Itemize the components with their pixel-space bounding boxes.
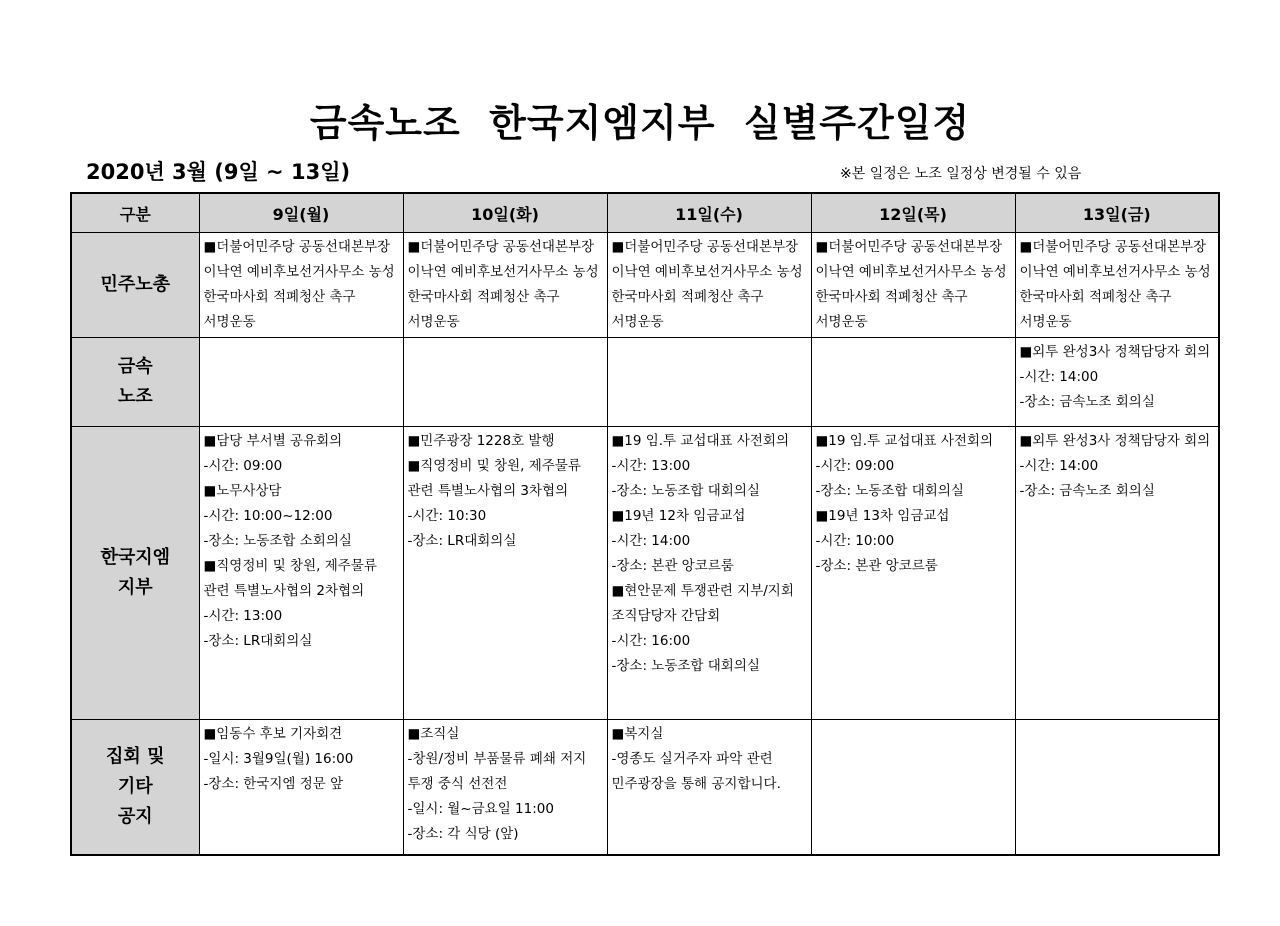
schedule-entry-line: ■외투 완성3사 정책담당자 회의 [1019, 344, 1211, 360]
schedule-cell-wed [607, 720, 811, 855]
schedule-cell-fri [1015, 427, 1219, 720]
schedule-cell-wed [607, 427, 811, 720]
schedule-entry-line: 관련 특별노사협의 2차협의 [203, 583, 365, 599]
schedule-entry-line: -장소: 금속노조 회의실 [1019, 394, 1155, 410]
schedule-entry-line: ■임동수 후보 기자회견 [203, 726, 343, 742]
schedule-entry-line: 서명운동 [407, 314, 460, 330]
schedule-entry-line: ■조직실 [407, 726, 460, 742]
schedule-entry-line: ■직영정비 및 창원, 제주물류 [203, 558, 377, 574]
schedule-entry-line: -장소: 한국지엠 정문 앞 [203, 776, 344, 792]
schedule-cell-mon [199, 427, 403, 720]
weekly-schedule-table [70, 192, 1220, 856]
schedule-cell-mon [199, 338, 403, 427]
row-label-line: 한국지엠 [100, 547, 171, 568]
schedule-entry-line: -장소: 본관 앙코르룸 [815, 558, 938, 574]
schedule-entry-line: ■민주광장 1228호 발행 [407, 433, 555, 449]
schedule-entry-line: 민주광장을 통해 공지합니다. [611, 776, 781, 792]
header-day-wed: 11일(수) [607, 193, 811, 233]
schedule-entry-line: -영종도 실거주자 파악 관련 [611, 751, 773, 767]
schedule-entry-line: -시간: 14:00 [1019, 458, 1099, 474]
schedule-entry-line: -장소: 노동조합 대회의실 [815, 483, 964, 499]
schedule-entry-line: -장소: 노동조합 대회의실 [611, 483, 760, 499]
schedule-entry-line: 한국마사회 적폐청산 촉구 [203, 289, 356, 305]
schedule-cell-tue [403, 720, 607, 855]
schedule-cell-thu [811, 720, 1015, 855]
schedule-entry-line: -장소: 노동조합 소회의실 [203, 533, 352, 549]
schedule-cell-fri [1015, 338, 1219, 427]
schedule-entry-line: -시간: 10:30 [407, 508, 487, 524]
row-label-line: 금속 [117, 356, 153, 377]
row-label-line: 지부 [117, 577, 153, 598]
header-day-thu: 12일(목) [811, 193, 1015, 233]
row-label [71, 338, 199, 427]
document-title: 금속노조 한국지엠지부 실별주간일정 [309, 101, 971, 145]
schedule-entry-line: -장소: 금속노조 회의실 [1019, 483, 1155, 499]
schedule-entry-line: 이낙연 예비후보선거사무소 농성 [203, 264, 395, 280]
schedule-entry-line: ■외투 완성3사 정책담당자 회의 [1019, 433, 1211, 449]
schedule-cell-wed [607, 233, 811, 338]
schedule-entry-line: 이낙연 예비후보선거사무소 농성 [1019, 264, 1211, 280]
row-gm-branch [71, 427, 1219, 720]
schedule-entry-line: -장소: 노동조합 대회의실 [611, 658, 760, 674]
schedule-cell-wed [607, 338, 811, 427]
row-label [71, 427, 199, 720]
schedule-entry-line: -시간: 10:00 [815, 533, 895, 549]
schedule-entry-line: ■더불어민주당 공동선대본부장 [1019, 239, 1207, 255]
schedule-entry-line: ■19 임.투 교섭대표 사전회의 [815, 433, 994, 449]
schedule-cell-tue [403, 233, 607, 338]
schedule-entry-line: 서명운동 [203, 314, 256, 330]
schedule-cell-thu [811, 338, 1015, 427]
schedule-entry-line: 한국마사회 적폐청산 촉구 [1019, 289, 1172, 305]
row-label-line: 공지 [117, 805, 153, 827]
schedule-cell-fri [1015, 720, 1219, 855]
schedule-entry-line: -장소: 본관 앙코르룸 [611, 558, 734, 574]
schedule-notice: ※본 일정은 노조 일정상 변경될 수 있음 [840, 166, 1082, 182]
schedule-entry-line: ■더불어민주당 공동선대본부장 [407, 239, 595, 255]
schedule-entry-line: 한국마사회 적폐청산 촉구 [815, 289, 968, 305]
header-category: 구분 [71, 193, 199, 233]
schedule-entry-line: -일시: 월~금요일 11:00 [407, 801, 554, 817]
schedule-entry-line: ■더불어민주당 공동선대본부장 [815, 239, 1003, 255]
header-day-fri: 13일(금) [1015, 193, 1219, 233]
row-label-line: 집회 및 [106, 745, 165, 767]
header-day-tue: 10일(화) [403, 193, 607, 233]
row-label [71, 233, 199, 338]
schedule-entry-line: 서명운동 [815, 314, 868, 330]
row-kmwu [71, 338, 1219, 427]
schedule-entry-line: 이낙연 예비후보선거사무소 농성 [611, 264, 803, 280]
schedule-entry-line: -시간: 13:00 [611, 458, 691, 474]
schedule-cell-thu [811, 427, 1015, 720]
schedule-entry-line: ■직영정비 및 창원, 제주물류 [407, 458, 581, 474]
schedule-cell-fri [1015, 233, 1219, 338]
schedule-cell-mon [199, 233, 403, 338]
schedule-entry-line: 이낙연 예비후보선거사무소 농성 [815, 264, 1007, 280]
schedule-entry-line: -일시: 3월9일(월) 16:00 [203, 751, 354, 767]
schedule-entry-line: 관련 특별노사협의 3차협의 [407, 483, 569, 499]
schedule-entry-line: -시간: 14:00 [1019, 369, 1099, 385]
schedule-entry-line: ■현안문제 투쟁관련 지부/지회 [611, 583, 794, 599]
row-label-line: 노조 [117, 386, 153, 407]
schedule-entry-line: -시간: 09:00 [815, 458, 895, 474]
schedule-entry-line: -장소: 각 식당 (앞) [407, 826, 519, 842]
schedule-entry-line: ■19 임.투 교섭대표 사전회의 [611, 433, 790, 449]
schedule-entry-line: 조직담당자 간담회 [611, 608, 721, 624]
schedule-entry-line: 투쟁 중식 선전전 [407, 776, 508, 792]
schedule-entry-line: 한국마사회 적폐청산 촉구 [611, 289, 764, 305]
schedule-cell-tue [403, 338, 607, 427]
schedule-entry-line: ■더불어민주당 공동선대본부장 [611, 239, 799, 255]
schedule-entry-line: ■노무사상담 [203, 483, 282, 499]
date-range: 2020년 3월 (9일 ~ 13일) [86, 160, 351, 184]
schedule-entry-line: -시간: 10:00~12:00 [203, 508, 333, 524]
row-rally-notice [71, 720, 1219, 855]
schedule-entry-line: -시간: 14:00 [611, 533, 691, 549]
schedule-cell-thu [811, 233, 1015, 338]
schedule-entry-line: -창원/정비 부품물류 폐쇄 저지 [407, 751, 587, 767]
schedule-entry-line: -시간: 13:00 [203, 608, 283, 624]
schedule-entry-line: ■담당 부서별 공유회의 [203, 433, 343, 449]
schedule-entry-line: ■19년 13차 임금교섭 [815, 508, 950, 524]
schedule-entry-line: ■더불어민주당 공동선대본부장 [203, 239, 391, 255]
row-label [71, 720, 199, 855]
row-label-line: 기타 [117, 775, 153, 797]
schedule-cell-mon [199, 720, 403, 855]
schedule-entry-line: -장소: LR대회의실 [407, 533, 517, 549]
schedule-cell-tue [403, 427, 607, 720]
schedule-entry-line: -시간: 09:00 [203, 458, 283, 474]
row-label-line: 민주노총 [100, 274, 171, 295]
header-row [71, 193, 1219, 233]
schedule-entry-line: 서명운동 [1019, 314, 1072, 330]
schedule-entry-line: ■복지실 [611, 726, 664, 742]
row-kctu [71, 233, 1219, 338]
schedule-entry-line: -시간: 16:00 [611, 633, 691, 649]
schedule-entry-line: -장소: LR대회의실 [203, 633, 313, 649]
schedule-entry-line: ■19년 12차 임금교섭 [611, 508, 746, 524]
schedule-entry-line: 이낙연 예비후보선거사무소 농성 [407, 264, 599, 280]
schedule-entry-line: 서명운동 [611, 314, 664, 330]
header-day-mon: 9일(월) [199, 193, 403, 233]
schedule-entry-line: 한국마사회 적폐청산 촉구 [407, 289, 560, 305]
